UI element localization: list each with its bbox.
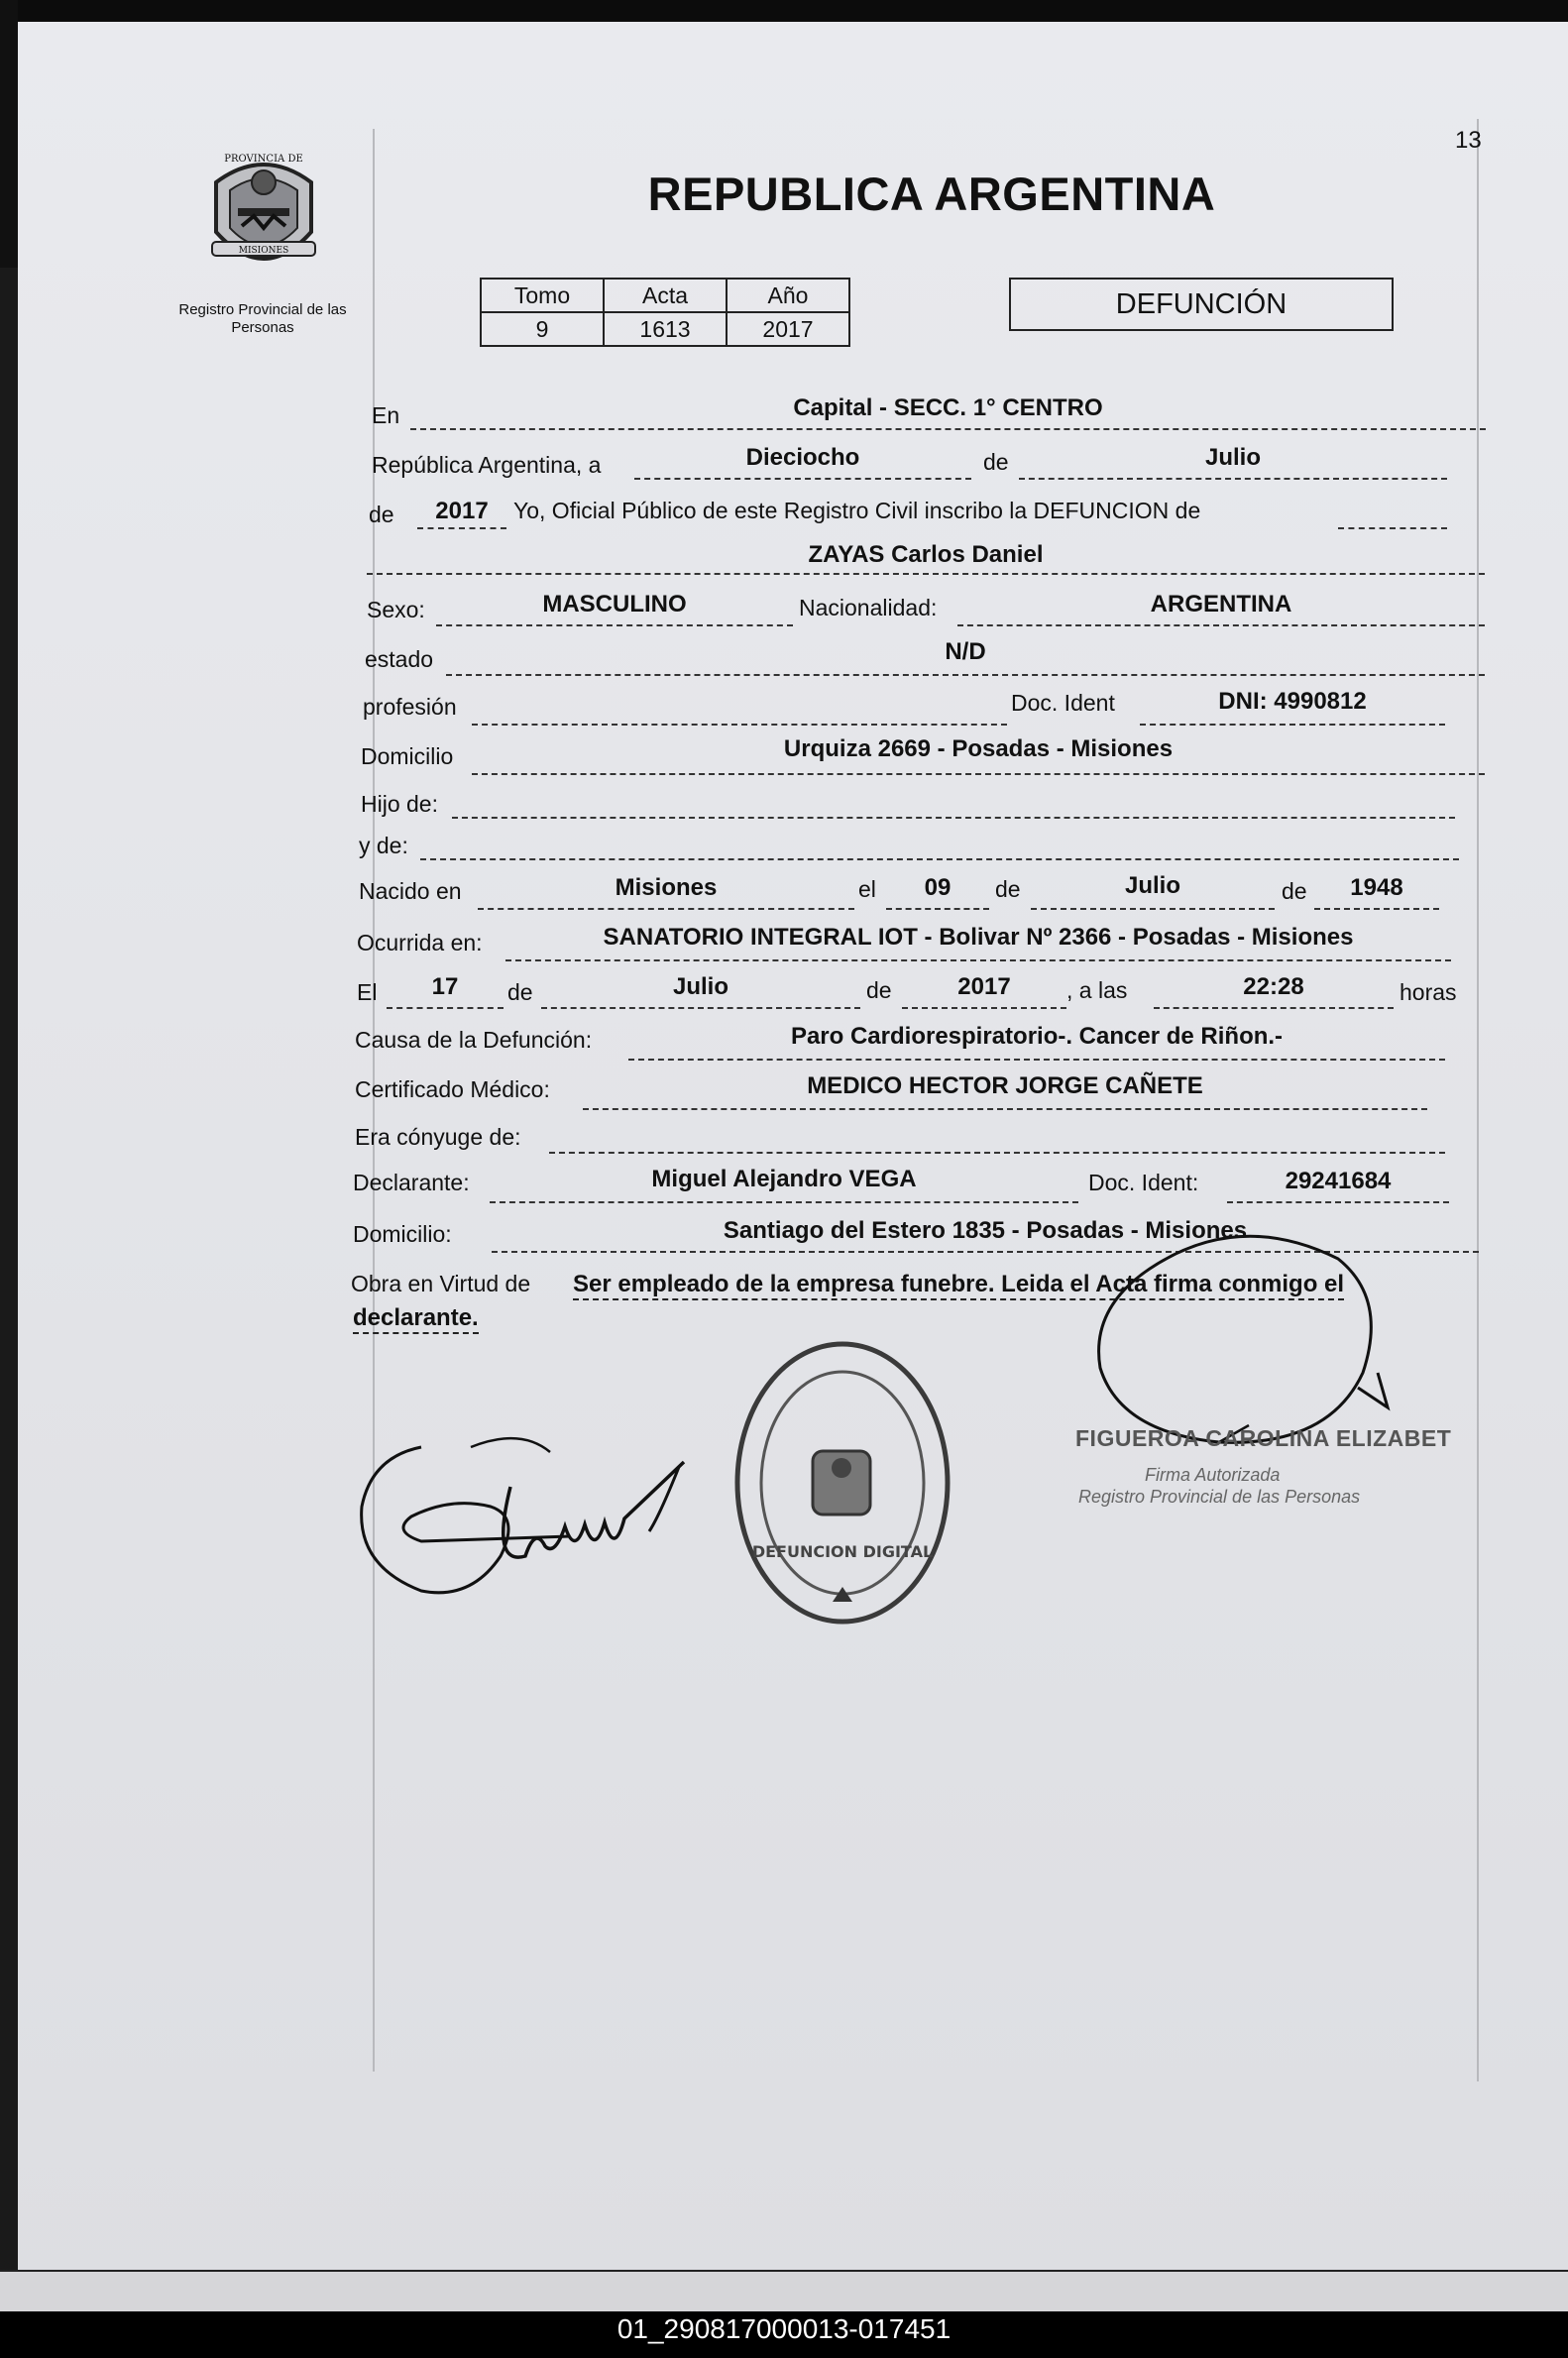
month-line: [1019, 478, 1447, 480]
birth-year: 1948: [1350, 874, 1403, 901]
officer-title: Firma Autorizada: [1145, 1465, 1281, 1485]
nacionalidad-line: [957, 624, 1485, 626]
decl-dom-value: Santiago del Estero 1835 - Posadas - Misiones: [723, 1217, 1248, 1244]
left-edge: [0, 0, 18, 268]
birth-month-line: [1031, 908, 1275, 910]
obra-value-line2: declarante.: [353, 1304, 479, 1334]
name-line: [367, 573, 1485, 575]
nacionalidad-label: Nacionalidad:: [799, 595, 938, 620]
causa-value: Paro Cardiorespiratorio-. Cancer de Riñon.-: [790, 1023, 1284, 1050]
en-label: En: [372, 402, 400, 428]
death-time: 22:28: [1243, 973, 1304, 1000]
profesion-label: profesión: [363, 694, 457, 720]
de-label: de: [983, 449, 1009, 475]
death-de1: de: [507, 979, 533, 1005]
causa-line: [628, 1059, 1445, 1061]
oficial-text: Yo, Oficial Público de este Registro Civil inscribo la DEFUNCION de: [513, 498, 1201, 523]
sexo-value: MASCULINO: [542, 591, 687, 618]
hijo-label: Hijo de:: [361, 791, 438, 817]
nacionalidad-value: ARGENTINA: [1150, 591, 1292, 618]
year-value: 2017: [435, 498, 489, 524]
obra-label: Obra en Virtud de: [351, 1271, 531, 1296]
declarant-signature-icon: [352, 1407, 728, 1606]
underlying-sheet: [0, 2270, 1568, 2313]
estado-value: N/D: [945, 638, 986, 665]
decl-dom-label: Domicilio:: [353, 1221, 452, 1247]
death-year: 2017: [957, 973, 1011, 1000]
birth-de2: de: [1282, 878, 1307, 904]
deceased-name: ZAYAS Carlos Daniel: [808, 541, 1044, 568]
nacido-line: [478, 908, 854, 910]
reference-table: [480, 278, 850, 347]
estado-label: estado: [365, 646, 434, 672]
certificado-label: Certificado Médico:: [355, 1076, 550, 1102]
officer-registry: Registro Provincial de las Personas: [1078, 1487, 1361, 1507]
anio-value: 2017: [727, 312, 849, 346]
doc-value: DNI: 4990812: [1218, 688, 1367, 715]
birth-de1: de: [995, 876, 1021, 902]
republica-label: República Argentina, a: [372, 452, 602, 478]
death-month: Julio: [672, 973, 728, 1000]
document-sheet: [18, 22, 1568, 2306]
el2-label: El: [357, 979, 378, 1005]
profesion-line: [472, 724, 1007, 726]
official-seal-icon: [726, 1334, 959, 1631]
province-emblem-icon: [198, 147, 329, 285]
sexo-label: Sexo:: [367, 597, 425, 622]
declarante-label: Declarante:: [353, 1170, 470, 1195]
officer-name: FIGUEROA CAROLINA ELIZABET: [1075, 1425, 1452, 1451]
domicilio-value: Urquiza 2669 - Posadas - Misiones: [783, 735, 1174, 762]
nacido-value: Misiones: [615, 874, 718, 901]
obra-value-line1: Ser empleado de la empresa funebre. Leida el Acta firma conmigo el: [573, 1271, 1344, 1300]
decl-doc-label: Doc. Ident:: [1088, 1170, 1199, 1195]
en-line: [410, 428, 1486, 430]
death-month-line: [541, 1007, 860, 1009]
el-label: el: [858, 876, 876, 902]
conyuge-line: [549, 1152, 1445, 1154]
footer-id: 01_290817000013-017451: [616, 2313, 952, 2344]
sexo-line: [436, 624, 793, 626]
top-edge: [0, 0, 1568, 22]
certificado-value: MEDICO HECTOR JORGE CAÑETE: [807, 1072, 1203, 1099]
hijo-line: [452, 817, 1455, 819]
declarante-line: [490, 1201, 1078, 1203]
declarante-value: Miguel Alejandro VEGA: [651, 1166, 917, 1192]
document-title: REPUBLICA ARGENTINA: [647, 168, 1216, 220]
ocurrida-value: SANATORIO INTEGRAL IOT - Bolivar Nº 2366 - Posadas - Misiones: [603, 924, 1354, 951]
birth-day-line: [886, 908, 989, 910]
death-year-line: [902, 1007, 1066, 1009]
certificado-line: [583, 1108, 1427, 1110]
doc-label: Doc. Ident: [1011, 690, 1115, 716]
tomo-header: Tomo: [481, 279, 604, 312]
acta-header: Acta: [604, 279, 727, 312]
domicilio-label: Domicilio: [361, 743, 454, 769]
registry-caption: Registro Provincial de las Personas: [178, 301, 347, 336]
birth-day: 09: [924, 874, 952, 901]
conyuge-label: Era cónyuge de:: [355, 1124, 521, 1150]
causa-label: Causa de la Defunción:: [355, 1027, 593, 1053]
death-day-line: [387, 1007, 504, 1009]
en-value: Capital - SECC. 1° CENTRO: [793, 394, 1103, 421]
domicilio-line: [472, 773, 1485, 775]
birth-year-line: [1314, 908, 1439, 910]
year-prefix: de: [369, 502, 394, 527]
birth-month: Julio: [1124, 872, 1180, 899]
acta-value: 1613: [604, 312, 727, 346]
ocurrida-line: [505, 959, 1451, 961]
year-line: [417, 527, 506, 529]
day-line: [634, 478, 971, 480]
doc-line: [1140, 724, 1445, 726]
yde-label: y de:: [359, 833, 408, 858]
death-de2: de: [866, 977, 892, 1003]
day-value: Dieciocho: [745, 444, 860, 471]
death-day: 17: [431, 973, 459, 1000]
svg-text:MISIONES: MISIONES: [238, 246, 289, 256]
alas-label: , a las: [1066, 977, 1128, 1003]
document-type-box: DEFUNCIÓN: [1009, 278, 1394, 331]
tomo-value: 9: [481, 312, 604, 346]
month-value: Julio: [1204, 444, 1261, 471]
yde-line: [420, 858, 1459, 860]
oficial-line: [1338, 527, 1447, 529]
officer-signature-icon: [1090, 1199, 1417, 1457]
decl-doc-value: 29241684: [1285, 1168, 1392, 1194]
svg-text:DEFUNCION DIGITAL: DEFUNCION DIGITAL: [751, 1542, 934, 1561]
anio-header: Año: [727, 279, 849, 312]
svg-text:PROVINCIA DE: PROVINCIA DE: [224, 154, 303, 165]
nacido-label: Nacido en: [359, 878, 462, 904]
page-number: 13: [1455, 127, 1482, 154]
estado-line: [446, 674, 1485, 676]
death-time-line: [1154, 1007, 1394, 1009]
ocurrida-label: Ocurrida en:: [357, 930, 483, 955]
horas-label: horas: [1400, 979, 1457, 1005]
